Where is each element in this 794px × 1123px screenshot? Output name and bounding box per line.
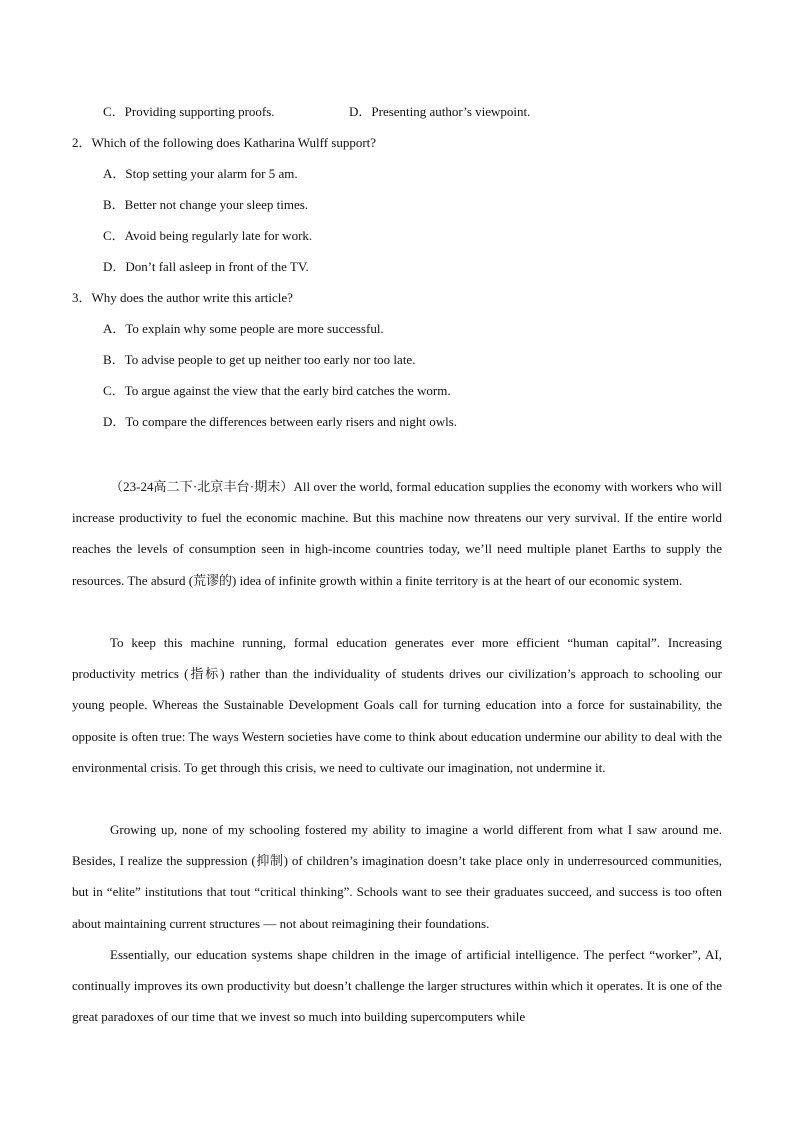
q2-option-c: C．Avoid being regularly late for work. bbox=[103, 228, 313, 243]
q2-option-a: A．Stop setting your alarm for 5 am. bbox=[103, 166, 298, 181]
passage-paragraph-3: Growing up, none of my schooling fostered my ability to imagine a world different from what I saw around me. Besides, I realize the suppression (抑制) of children’s imagination doesn’t take place only in underresourced communities, but in “elite” institutions that tout “critical thinking”. Schools want to see their graduates succeed, and success is too often about maintaining current structures — not about reimagining their foundations. bbox=[72, 822, 722, 931]
q3-option-d: D．To compare the differences between early risers and night owls. bbox=[103, 414, 458, 429]
q1-option-d: D．Presenting author’s viewpoint. bbox=[349, 104, 531, 119]
q3-stem: 3．Why does the author write this article? bbox=[72, 290, 293, 305]
q2-option-b: B．Better not change your sleep times. bbox=[103, 197, 309, 212]
q2-stem: 2．Which of the following does Katharina Wulff support? bbox=[72, 135, 377, 150]
q3-option-c: C．To argue against the view that the early bird catches the worm. bbox=[103, 383, 451, 398]
passage-paragraph-2: To keep this machine running, formal education generates ever more efficient “human capital”. Increasing productivity metrics (指标) rather than the individuality of students drives our civilization’s approach to schooling our young people. Whereas the Sustainable Development Goals call for turning education into a force for sustainability, the opposite is often true: The ways Western societies have come to think about education undermine our ability to deal with the environmental crisis. To get through this crisis, we need to cultivate our imagination, not undermine it. bbox=[72, 635, 722, 775]
passage-paragraph-1 bbox=[72, 471, 722, 596]
passage-paragraph-4: Essentially, our education systems shape children in the image of artificial intelligence. The perfect “worker”, AI, continually improves its own productivity but doesn’t challenge the larger structures within which it operates. It is one of the great paradoxes of our time that we invest so much into building supercomputers while bbox=[72, 947, 722, 1025]
passage-paragraph-1-text: All over the world, formal education supplies the economy with workers who will increase productivity to fuel the economic machine. But this machine now threatens our very survival. If the entire world reaches the levels of consumption seen in high-income countries today, we’ll need multiple planet Earths to supply the resources. The absurd (荒谬的) idea of infinite growth within a finite territory is at the heart of our economic system. bbox=[72, 479, 722, 588]
q3-option-b: B．To advise people to get up neither too early nor too late. bbox=[103, 352, 416, 367]
q3-option-a: A．To explain why some people are more successful. bbox=[103, 321, 384, 336]
q2-option-d: D．Don’t fall asleep in front of the TV. bbox=[103, 259, 309, 274]
passage-source: （23-24高二下·北京丰台·期末） bbox=[110, 479, 294, 494]
q1-option-c: C．Providing supporting proofs. bbox=[103, 104, 275, 119]
